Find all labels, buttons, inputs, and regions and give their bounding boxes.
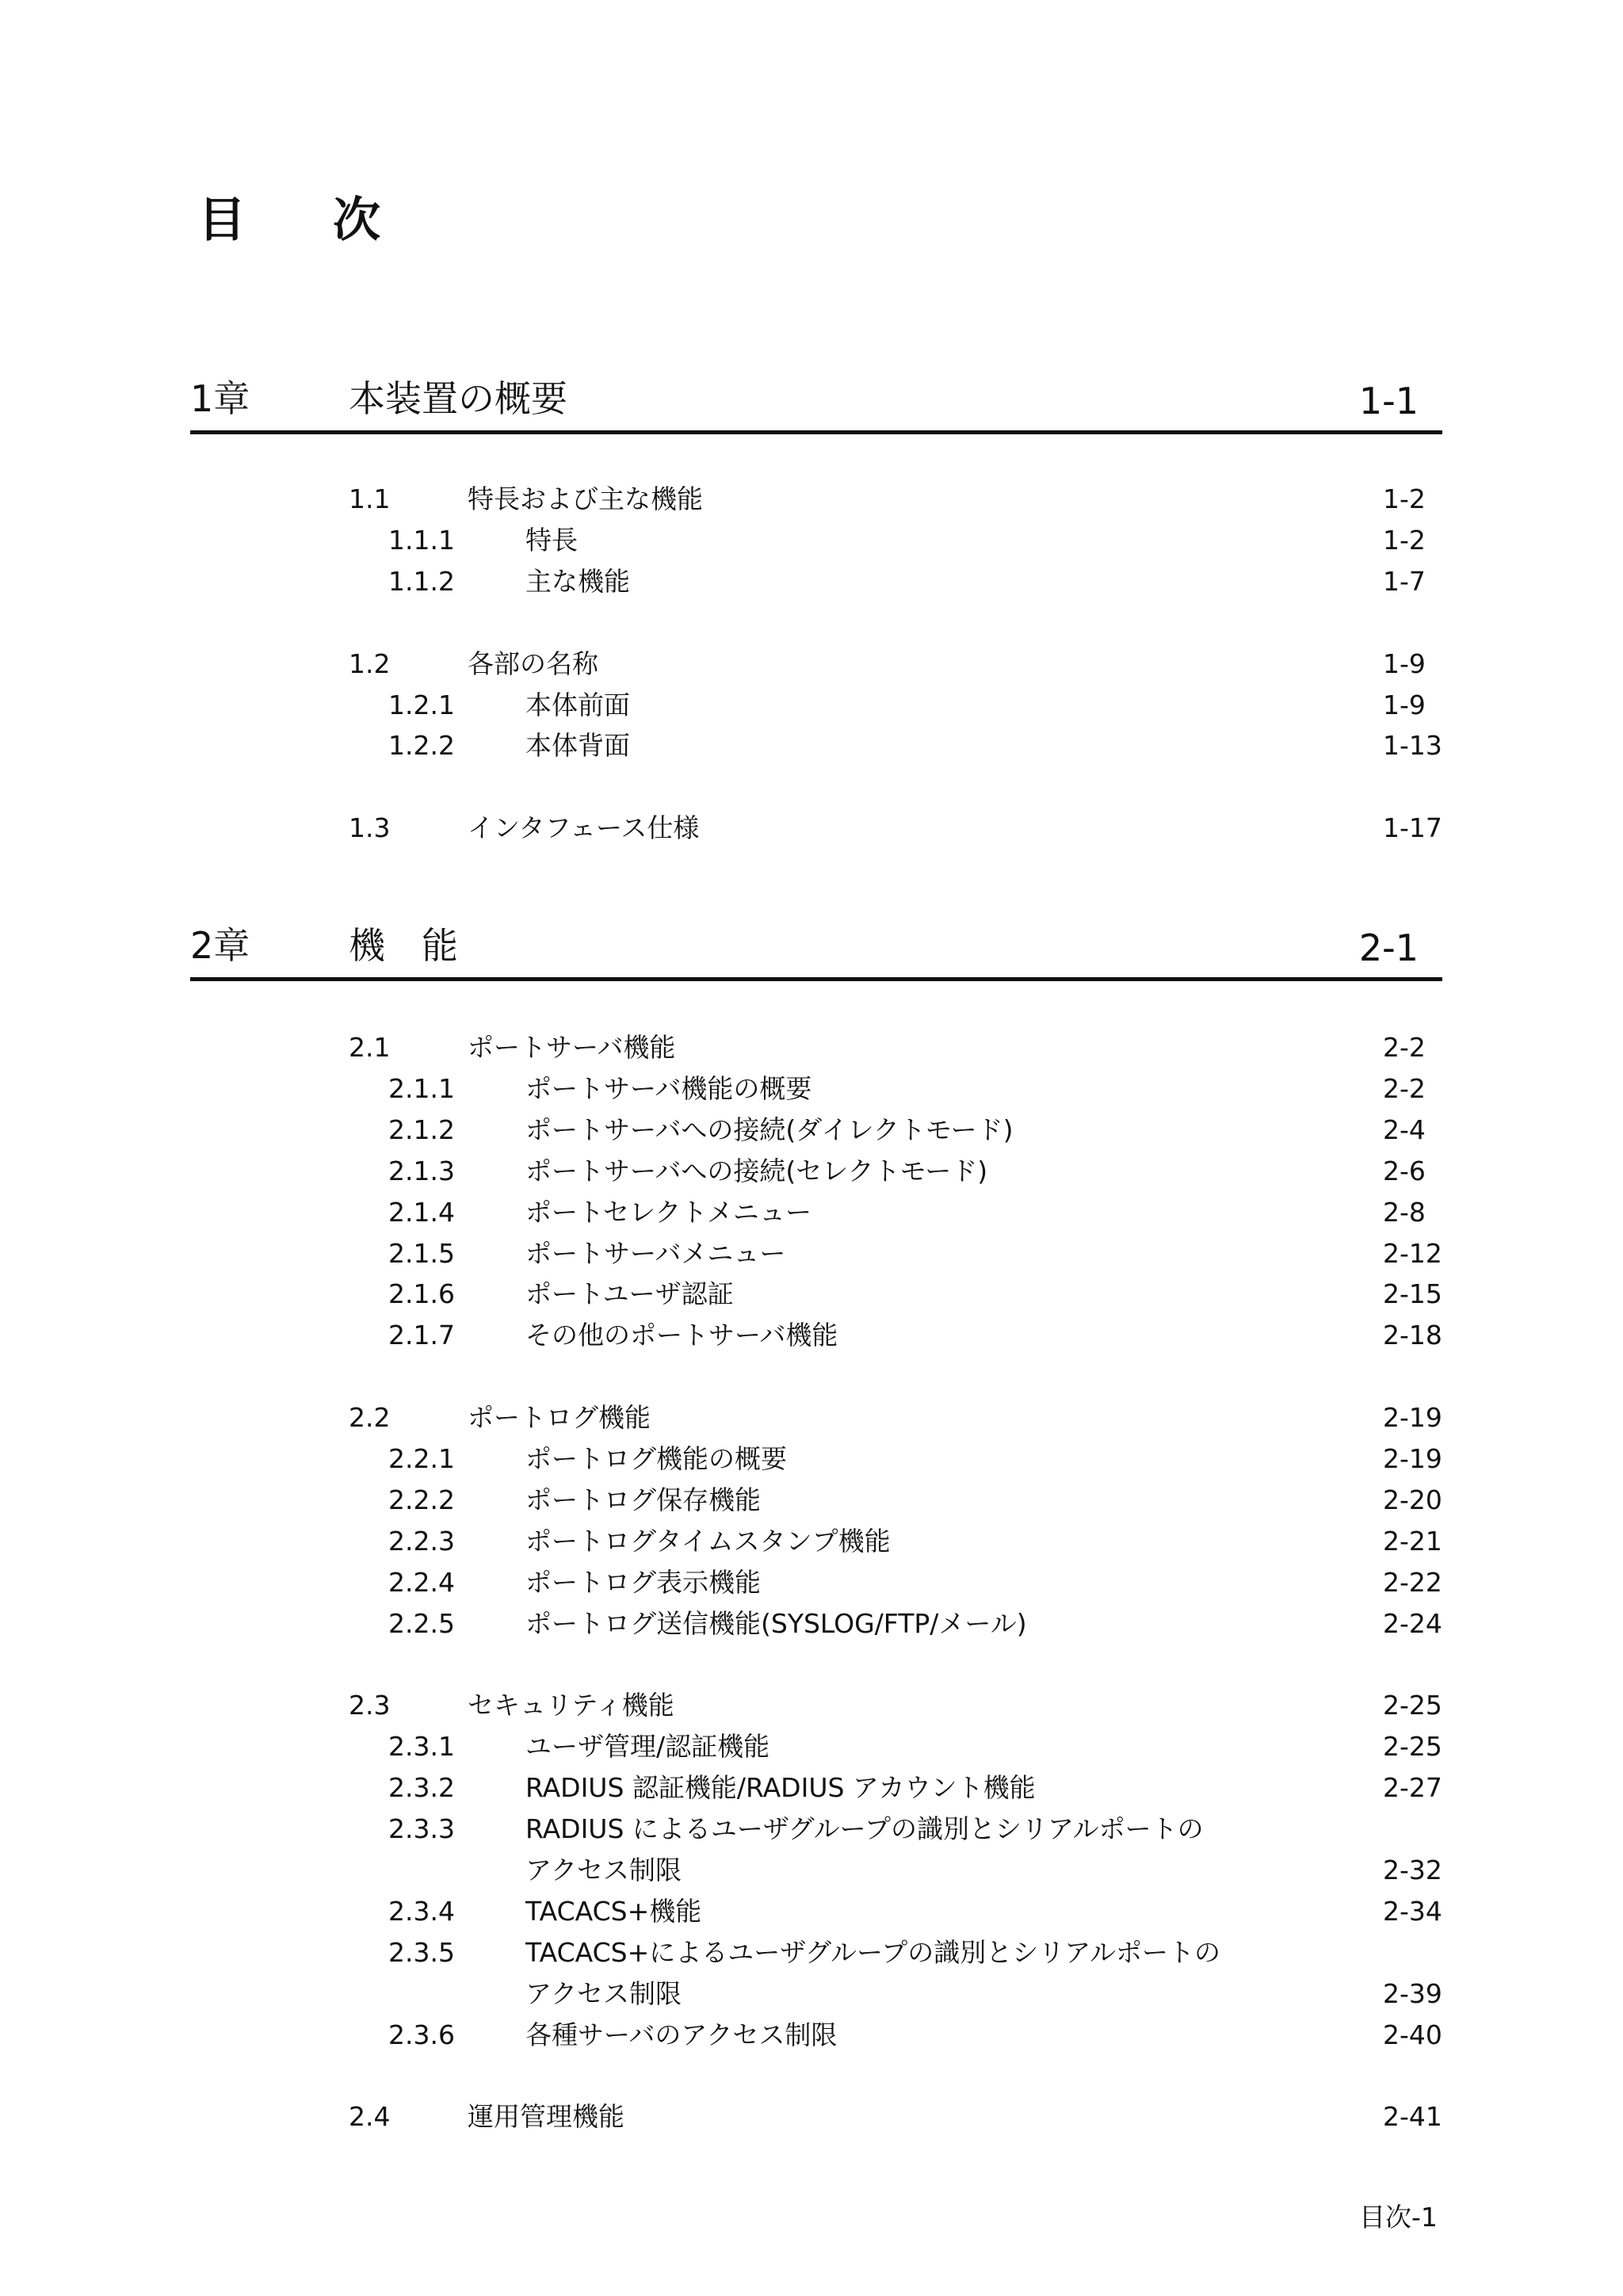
toc-entry-number: 2.3.1 [388, 1731, 455, 1763]
toc-entry-page: 1-13 [1383, 730, 1442, 762]
chapter-heading [190, 376, 1442, 434]
toc-entry[interactable] [0, 479, 1506, 519]
toc-entry[interactable] [0, 1110, 1506, 1150]
toc-entry[interactable] [0, 644, 1506, 684]
toc-entry[interactable] [0, 1809, 1506, 1849]
toc-entry-page: 2-15 [1383, 1278, 1442, 1310]
chapter-title: 本装置の概要 [349, 377, 567, 420]
toc-entry-page: 2-25 [1383, 1731, 1442, 1763]
page-footer-number: 目次-1 [1359, 2202, 1438, 2233]
toc-entry[interactable] [0, 562, 1506, 602]
toc-entry-page: 2-41 [1383, 2101, 1442, 2133]
toc-entry-number: 2.1.4 [388, 1196, 455, 1228]
toc-entry[interactable] [0, 1028, 1506, 1068]
page-title-char-1: 目 [198, 193, 246, 248]
toc-entry[interactable] [0, 1686, 1506, 1725]
toc-entry[interactable] [0, 1563, 1506, 1603]
toc-entry-title: ポートログ送信機能(SYSLOG/FTP/メール) [525, 1607, 1027, 1639]
toc-entry-title: 各部の名称 [468, 648, 598, 679]
toc-entry-title: アクセス制限 [525, 1977, 682, 2009]
toc-entry-title: 運用管理機能 [468, 2101, 624, 2133]
toc-entry-number: 2.3.5 [388, 1936, 455, 1968]
toc-entry-number: 1.1.1 [388, 524, 455, 556]
toc-entry-page: 2-32 [1383, 1855, 1442, 1885]
toc-entry-page: 2-22 [1383, 1566, 1442, 1598]
toc-entry-title: 特長および主な機能 [468, 483, 703, 514]
toc-entry-number: 2.1.7 [388, 1320, 455, 1351]
toc-entry-title: 本体前面 [525, 689, 630, 720]
toc-entry-page: 2-25 [1383, 1690, 1442, 1721]
toc-entry-page: 2-39 [1383, 1977, 1442, 2009]
toc-entry-title: その他のポートサーバ機能 [525, 1320, 838, 1351]
toc-entry-title: ポートサーバへの接続(セレクトモード) [525, 1155, 988, 1186]
toc-entry-title: TACACS+機能 [525, 1895, 702, 1927]
toc-entry-page: 1-2 [1383, 524, 1426, 556]
chapter-page: 2-1 [1358, 926, 1419, 969]
toc-entry-number: 2.3.6 [388, 2019, 455, 2050]
toc-entry-number: 2.2 [349, 1402, 391, 1434]
toc-entry-title: 本体背面 [525, 730, 630, 762]
toc-entry-page: 1-17 [1383, 812, 1442, 844]
toc-entry-number: 2.1.2 [388, 1114, 455, 1145]
toc-entry[interactable] [0, 686, 1506, 725]
toc-entry-title: ポートログ機能 [468, 1402, 651, 1434]
toc-entry-number: 2.1.5 [388, 1237, 455, 1269]
toc-entry[interactable] [0, 1439, 1506, 1479]
toc-entry[interactable] [0, 1974, 1506, 2014]
toc-entry-title: ポートサーバ機能の概要 [525, 1072, 812, 1104]
toc-entry[interactable] [0, 726, 1506, 766]
toc-entry-number: 1.2 [349, 648, 391, 679]
toc-entry[interactable] [0, 2097, 1506, 2137]
toc-entry-number: 2.1.3 [388, 1155, 455, 1186]
toc-entry-title: 特長 [525, 524, 578, 556]
toc-entry-title: ポートログタイムスタンプ機能 [525, 1525, 891, 1557]
toc-entry[interactable] [0, 1851, 1506, 1890]
toc-entry-number: 1.2.1 [388, 689, 455, 720]
toc-entry-page: 1-9 [1383, 648, 1426, 679]
chapter-number: 1章 [190, 377, 250, 420]
chapter-heading [190, 923, 1442, 981]
toc-entry-title: インタフェース仕様 [468, 812, 700, 844]
toc-entry[interactable] [0, 1933, 1506, 1973]
toc-entry[interactable] [0, 521, 1506, 560]
toc-entry-number: 1.2.2 [388, 730, 455, 762]
chapter-title: 機 能 [349, 924, 458, 967]
toc-entry-number: 2.4 [349, 2101, 391, 2133]
toc-entry-title: ポートログ表示機能 [525, 1566, 761, 1598]
toc-entry[interactable] [0, 1152, 1506, 1191]
page-title-char-2: 次 [333, 193, 380, 248]
toc-entry-number: 2.2.3 [388, 1525, 455, 1557]
toc-entry-title: ポートサーバへの接続(ダイレクトモード) [525, 1114, 1014, 1145]
toc-entry-number: 2.3.3 [388, 1813, 455, 1845]
toc-entry-page: 2-19 [1383, 1443, 1442, 1474]
toc-entry[interactable] [0, 808, 1506, 848]
toc-entry-number: 2.2.4 [388, 1566, 455, 1598]
toc-entry-number: 2.2.5 [388, 1607, 455, 1639]
toc-entry-number: 2.1.1 [388, 1072, 455, 1104]
toc-entry-title: アクセス制限 [525, 1855, 682, 1885]
toc-entry-number: 2.3.4 [388, 1895, 455, 1927]
toc-entry-title: ポートログ機能の概要 [525, 1443, 787, 1474]
toc-entry-page: 1-2 [1383, 483, 1426, 514]
toc-entry-page: 2-21 [1383, 1525, 1442, 1557]
toc-entry-title: ユーザ管理/認証機能 [525, 1731, 770, 1763]
toc-entry-number: 2.3 [349, 1690, 391, 1721]
toc-entry-title: 各種サーバのアクセス制限 [525, 2019, 838, 2050]
toc-entry-title: TACACS+によるユーザグループの識別とシリアルポートの [525, 1936, 1220, 1968]
toc-entry-page: 2-27 [1383, 1772, 1442, 1804]
toc-entry[interactable] [0, 1768, 1506, 1808]
toc-entry-page: 2-40 [1383, 2019, 1442, 2050]
toc-entry-title: ポートログ保存機能 [525, 1484, 761, 1515]
toc-entry-title: セキュリティ機能 [468, 1690, 674, 1721]
toc-entry[interactable] [0, 1892, 1506, 1931]
toc-entry[interactable] [0, 1604, 1506, 1644]
toc-entry-number: 2.2.1 [388, 1443, 455, 1474]
toc-entry[interactable] [0, 1480, 1506, 1520]
toc-entry[interactable] [0, 1522, 1506, 1561]
toc-entry-number: 2.3.2 [388, 1772, 455, 1804]
toc-entry-page: 2-19 [1383, 1402, 1442, 1434]
chapter-page: 1-1 [1358, 380, 1419, 422]
toc-entry-page: 2-18 [1383, 1320, 1442, 1351]
toc-entry[interactable] [0, 1234, 1506, 1274]
toc-entry[interactable] [0, 2015, 1506, 2055]
chapter-number: 2章 [190, 924, 250, 967]
toc-entry-title: ポートサーバ機能 [468, 1032, 676, 1063]
toc-entry[interactable] [0, 1274, 1506, 1314]
toc-entry-page: 2-12 [1383, 1237, 1442, 1269]
toc-entry-title: ポートサーバメニュー [525, 1237, 786, 1269]
toc-entry-number: 2.1 [349, 1032, 391, 1063]
toc-entry[interactable] [0, 1727, 1506, 1767]
toc-entry-page: 2-8 [1383, 1196, 1426, 1228]
toc-entry[interactable] [0, 1316, 1506, 1355]
toc-entry-title: RADIUS によるユーザグループの識別とシリアルポートの [525, 1813, 1204, 1845]
toc-entry[interactable] [0, 1069, 1506, 1109]
toc-entry-page: 2-2 [1383, 1032, 1426, 1063]
toc-entry-page: 2-34 [1383, 1895, 1442, 1927]
toc-entry-page: 2-4 [1383, 1114, 1426, 1145]
toc-entry[interactable] [0, 1193, 1506, 1232]
toc-entry-title: 主な機能 [525, 565, 630, 597]
toc-entry-page: 1-9 [1383, 689, 1426, 720]
toc-entry-number: 2.1.6 [388, 1278, 455, 1310]
toc-entry[interactable] [0, 1398, 1506, 1438]
toc-entry-number: 1.1.2 [388, 565, 455, 597]
page-title [198, 182, 380, 250]
toc-entry-number: 1.1 [349, 483, 391, 514]
toc-entry-number: 2.2.2 [388, 1484, 455, 1515]
toc-entry-title: RADIUS 認証機能/RADIUS アカウント機能 [525, 1772, 1036, 1804]
toc-entry-page: 2-2 [1383, 1072, 1426, 1104]
toc-entry-page: 2-24 [1383, 1607, 1442, 1639]
toc-entry-page: 2-6 [1383, 1155, 1426, 1186]
toc-entry-number: 1.3 [349, 812, 391, 844]
toc-entry-title: ポートセレクトメニュー [525, 1196, 812, 1228]
toc-entry-title: ポートユーザ認証 [525, 1278, 734, 1310]
toc-entry-page: 1-7 [1383, 565, 1426, 597]
toc-entry-page: 2-20 [1383, 1484, 1442, 1515]
